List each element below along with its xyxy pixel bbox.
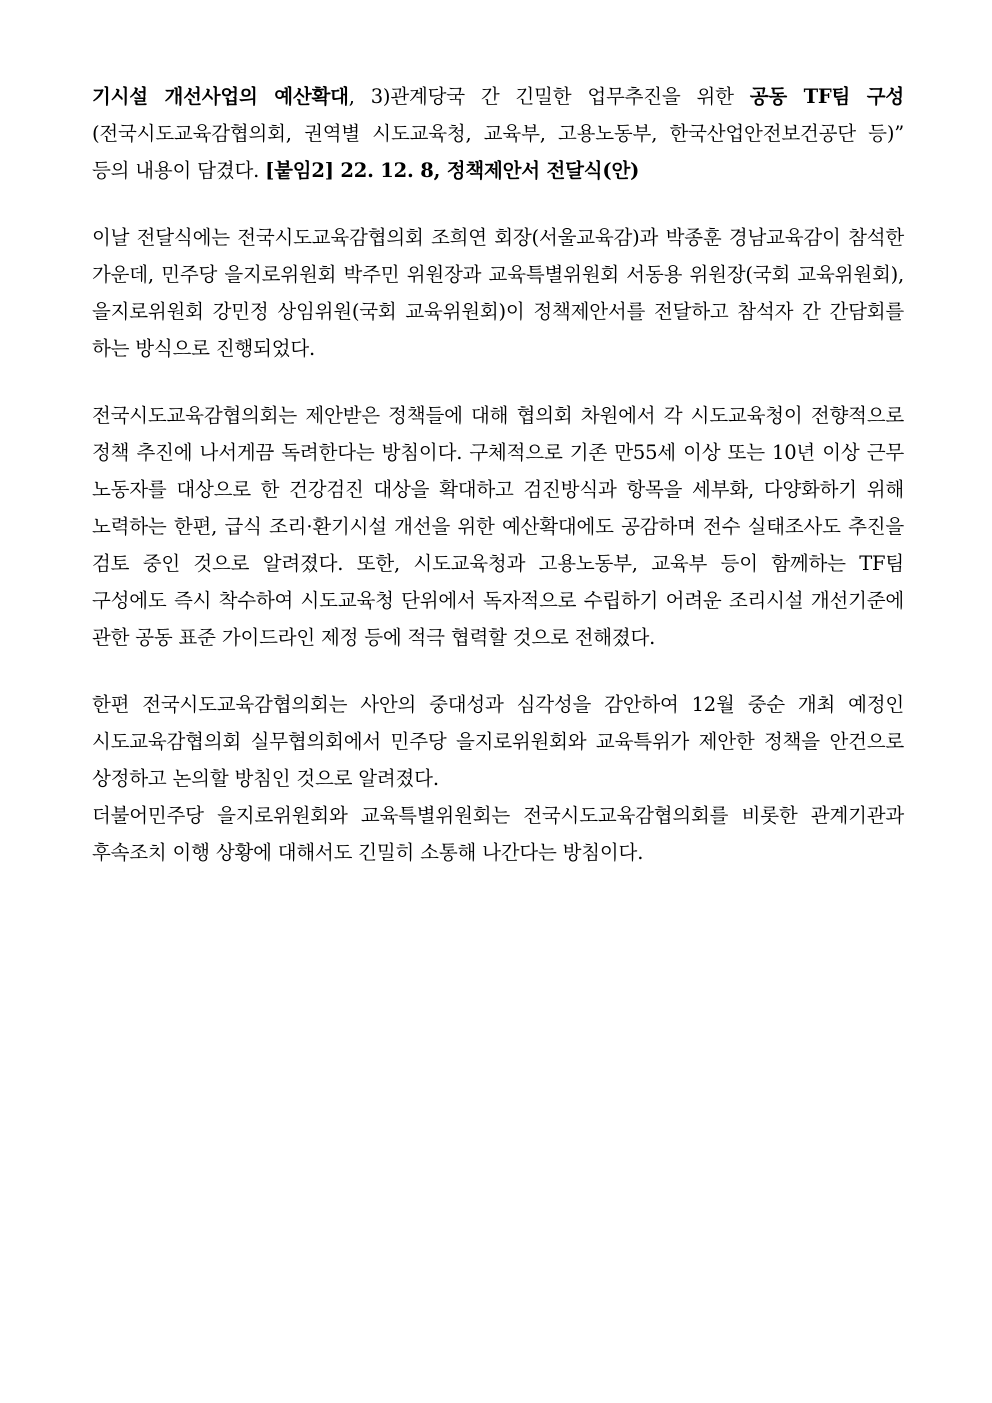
document-body xyxy=(92,78,904,871)
text-run-bold: [붙임2] 22. 12. 8, 정책제안서 전달식(안) xyxy=(265,159,640,182)
text-run: 전국시도교육감협의회는 제안받은 정책들에 대해 협의회 차원에서 각 시도교육청이 전향적으로 정책 추진에 나서게끔 독려한다는 방침이다. 구체적으로 기존 만55세 이상 또는 10년 이상 근무 노동자를 대상으로 한 건강검진 대상을 확대하고 검진방식과 항목을 세부화, 다양화하기 위해 노력하는 한편, 급식 조리·환기시설 개선을 위한 예산확대에도 공감하며 전수 실태조사도 추진을 검토 중인 것으로 알려졌다. 또한, 시도교육청과 고용노동부, 교육부 등이 함께하는 TF팀 구성에도 즉시 착수하여 시도교육청 단위에서 독자적으로 수립하기 어려운 조리시설 개선기준에 관한 공동 표준 가이드라인 제정 등에 적극 협력할 것으로 전해졌다. xyxy=(92,404,904,649)
text-run: , 3)관계당국 간 긴밀한 업무추진을 위한 xyxy=(348,85,750,108)
text-run: 한편 전국시도교육감협의회는 사안의 중대성과 심각성을 감안하여 12월 중순 개최 예정인 시도교육감협의회 실무협의회에서 민주당 을지로위원회와 교육특위가 제안한 정책을 안건으로 상정하고 논의할 방침인 것으로 알려졌다. xyxy=(92,693,904,790)
paragraph-p2 xyxy=(92,219,904,367)
paragraph-p1 xyxy=(92,78,904,189)
text-run-bold: 공동 TF팀 구성 xyxy=(749,85,904,108)
text-run: 이날 전달식에는 전국시도교육감협의회 조희연 회장(서울교육감)과 박종훈 경남교육감이 참석한 가운데, 민주당 을지로위원회 박주민 위원장과 교육특별위원회 서동용 위원장(국회 교육위원회), 을지로위원회 강민정 상임위원(국회 교육위원회)이 정책제안서를 전달하고 참석자 간 간담회를 하는 방식으로 진행되었다. xyxy=(92,226,904,360)
paragraph-p5 xyxy=(92,797,904,871)
text-run-bold: 기시설 개선사업의 예산확대 xyxy=(92,85,349,108)
paragraph-p4 xyxy=(92,686,904,797)
text-run: 더불어민주당 을지로위원회와 교육특별위원회는 전국시도교육감협의회를 비롯한 관계기관과 후속조치 이행 상황에 대해서도 긴밀히 소통해 나간다는 방침이다. xyxy=(92,804,904,864)
page-blank-area xyxy=(92,871,904,1391)
paragraph-p3 xyxy=(92,397,904,656)
text-run: (전국시도교육감협의회, 권역별 시도교육청, 교육부, 고용노동부, 한국산업안전보건공단 등)” 등의 내용이 담겼다. xyxy=(92,122,904,182)
